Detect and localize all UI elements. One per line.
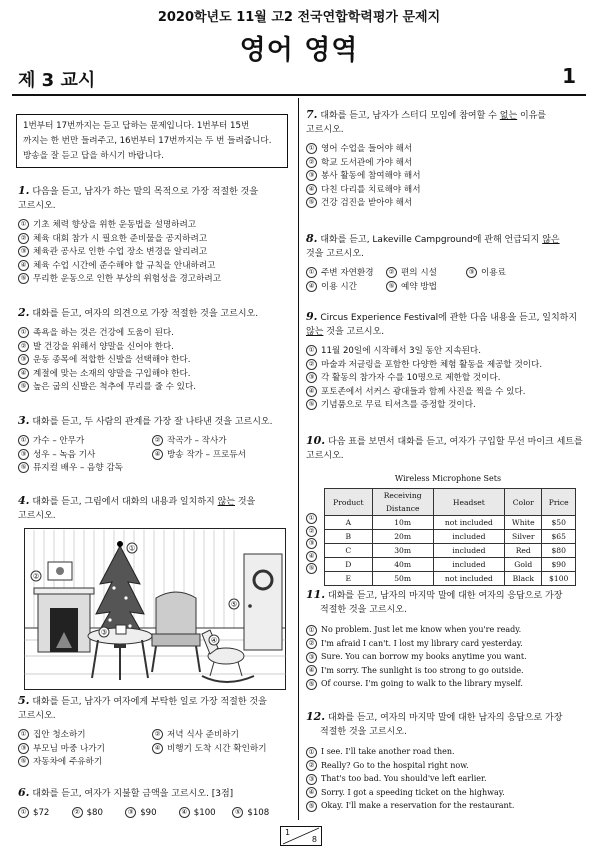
choice-marker: ② xyxy=(18,341,29,352)
current-page: 1 xyxy=(285,828,291,837)
question-stem: 대화를 듣고, 두 사람의 관계를 가장 잘 나타낸 것을 고르시오. xyxy=(32,417,273,427)
option-2[interactable]: ② 마술과 저글링을 포함한 다양한 체험 활동을 제공할 것이다. xyxy=(306,359,590,373)
option-5[interactable]: ⑤ Okay. I'll make a reservation for the restaurant. xyxy=(306,799,590,813)
table-row: E 50m not included Black $100 xyxy=(325,572,576,586)
choice-marker: ③ xyxy=(18,449,29,460)
option-3[interactable]: ③ 운동 종목에 적합한 신발을 선택해야 한다. xyxy=(18,354,286,368)
listening-notice xyxy=(16,114,288,168)
question-1 xyxy=(18,184,286,287)
negation-underline: 없는 xyxy=(499,111,518,121)
option-2[interactable]: ② 학교 도서관에 가야 해서 xyxy=(306,157,586,171)
option-1[interactable]: ① 족욕을 하는 것은 건강에 도움이 된다. xyxy=(18,327,286,341)
choice-marker: ② xyxy=(18,233,29,244)
question-stem: 대화를 듣고, 여자의 마지막 말에 대한 남자의 응답으로 가장 xyxy=(328,713,563,723)
question-number: 4. xyxy=(18,494,30,507)
choice-marker: ③ xyxy=(306,652,317,663)
option-5[interactable]: ⑤ 무리한 운동으로 인한 부상의 위험성을 경고하려고 xyxy=(18,273,286,287)
choice-marker: ① xyxy=(306,625,317,636)
option-4[interactable]: ④ Sorry. I got a speeding ticket on the highway. xyxy=(306,786,590,800)
choice-marker: ⑤ xyxy=(306,801,317,812)
total-pages: 8 xyxy=(311,835,317,844)
option-1[interactable]: ① 영어 수업을 들어야 해서 xyxy=(306,143,586,157)
question-stem: 대화를 듣고, 여자의 의견으로 가장 적절한 것을 고르시오. xyxy=(32,309,259,319)
choice-marker: ③ xyxy=(18,354,29,365)
choice-marker: ④ xyxy=(306,787,317,798)
option-2[interactable]: ② 체육 대회 참가 시 필요한 준비물을 공지하려고 xyxy=(18,233,286,247)
question-5 xyxy=(18,694,286,770)
question-stem: 다음 표를 보면서 대화를 듣고, 여자가 구입할 무선 마이크 세트를 xyxy=(328,437,583,447)
question-3 xyxy=(18,414,286,476)
option-3[interactable]: ③ That's too bad. You should've left earlier. xyxy=(306,772,590,786)
choice-marker: ④ xyxy=(18,368,29,379)
subject-title: 영어 영역 xyxy=(239,35,359,66)
living-room-illustration xyxy=(24,528,286,690)
option-5[interactable]: ⑤ 예약 방법 xyxy=(386,281,466,295)
column-header: Color xyxy=(505,489,542,516)
choice-marker: ③ xyxy=(125,807,136,818)
question-number: 3. xyxy=(18,414,30,427)
question-stem-cont: 것을 고르시오. xyxy=(306,249,364,259)
notice-line-1: 1번부터 17번까지는 듣고 답하는 문제입니다. 1번부터 15번 xyxy=(23,121,250,131)
question-2 xyxy=(18,306,286,395)
question-12 xyxy=(306,710,590,813)
choice-marker: ⑤ xyxy=(306,399,317,410)
exam-title: 2020학년도 11월 고2 전국연합학력평가 문제지 xyxy=(157,10,441,25)
column-divider xyxy=(298,98,299,820)
choice-marker: ③ xyxy=(306,170,317,181)
option-4[interactable]: ④ $100 xyxy=(179,807,233,821)
question-stem: 대화를 듣고, 남자가 여자에게 부탁한 일로 가장 적절한 것을 xyxy=(32,697,267,707)
question-stem-cont: 고르시오. xyxy=(306,125,344,135)
option-1[interactable]: ① 11월 20일에 시작해서 3일 동안 지속된다. xyxy=(306,345,590,359)
table-row: C 30m included Red $80 xyxy=(325,544,576,558)
option-5[interactable]: ⑤ $108 xyxy=(232,807,286,821)
choice-marker: ① xyxy=(306,747,317,758)
question-number: 12. xyxy=(306,710,326,723)
option-2[interactable]: ② 작곡가 – 작사가 xyxy=(152,435,286,449)
choice-marker: ④ xyxy=(306,665,317,676)
choice-marker: ⑤ xyxy=(386,281,397,292)
question-number: 7. xyxy=(306,108,318,121)
header-rule xyxy=(12,94,586,96)
table-row: B 20m included Silver $65 xyxy=(325,530,576,544)
choice-marker: ① xyxy=(18,327,29,338)
question-stem: 대화를 듣고, 여자가 지불할 금액을 고르시오. [3점] xyxy=(32,789,234,799)
table-row: D 40m included Gold $90 xyxy=(325,558,576,572)
table-title: Wireless Microphone Sets xyxy=(394,474,502,483)
question-stem-cont: 고르시오. xyxy=(18,511,56,521)
question-stem: 대화를 듣고, 그림에서 대화의 내용과 일치하지 xyxy=(32,497,215,507)
choice-marker: ⑤ xyxy=(18,756,29,767)
question-number: 8. xyxy=(306,232,318,245)
option-5[interactable]: ⑤ 자동차에 주유하기 xyxy=(18,756,286,770)
table-row-markers xyxy=(306,488,324,586)
option-4[interactable]: ④ 비행기 도착 시간 확인하기 xyxy=(152,743,286,757)
microphone-table xyxy=(324,488,576,586)
notice-line-3: 방송을 잘 듣고 답을 하시기 바랍니다. xyxy=(23,151,164,161)
option-3[interactable]: ③ $90 xyxy=(125,807,179,821)
choice-marker: ④ xyxy=(152,743,163,754)
choice-marker: ② xyxy=(152,435,163,446)
option-3[interactable]: ③ 성우 – 녹음 기사 xyxy=(18,449,152,463)
choice-marker: ④ xyxy=(306,184,317,195)
question-7: 7. 대화를 듣고, 남자가 스터디 모임에 참여할 수 없는 이유를 고르시오. ① 영어 수업을 들어야 해서 ② 학교 도서관에 가야 해서 ③ 봉사 활동에 참여해야 해서 ④ 다친 다리를 치료해야 해서 ⑤ 건강 검진을 받아야 해서 xyxy=(306,108,586,211)
question-number: 1. xyxy=(18,184,30,197)
option-1[interactable]: ① No problem. Just let me know when you're ready. xyxy=(306,623,590,637)
choice-marker: ② xyxy=(306,638,317,649)
choice-marker: ① xyxy=(306,267,317,278)
option-5[interactable]: ⑤ 기념품으로 무료 티셔츠를 증정할 것이다. xyxy=(306,399,590,413)
option-5[interactable]: ⑤ 높은 굽의 신발은 척추에 무리를 줄 수 있다. xyxy=(18,381,286,395)
option-1[interactable]: ① I see. I'll take another road then. xyxy=(306,745,590,759)
option-2[interactable]: ② I'm afraid I can't. I lost my library card yesterday. xyxy=(306,637,590,651)
row-marker-5[interactable]: ⑤ xyxy=(306,563,324,576)
question-stem: 대화를 듣고, 남자의 마지막 말에 대한 여자의 응답으로 가장 xyxy=(328,591,563,601)
choice-marker: ④ xyxy=(306,386,317,397)
choice-marker: ④ xyxy=(18,260,29,271)
choice-marker: ⑤ xyxy=(18,381,29,392)
choice-marker: ④ xyxy=(179,807,190,818)
option-1[interactable]: ① 주변 자연환경 xyxy=(306,267,386,281)
picture-marker-4: ④ xyxy=(210,636,218,645)
column-header: Receiving Distance xyxy=(372,489,433,516)
choice-marker: ① xyxy=(18,219,29,230)
picture-marker-3: ③ xyxy=(100,628,108,637)
option-3[interactable]: ③ 부모님 마중 나가기 xyxy=(18,743,152,757)
negation-underline: 않는 xyxy=(217,497,235,507)
question-number: 9. xyxy=(306,310,318,323)
question-6 xyxy=(18,786,286,821)
choice-marker: ⑤ xyxy=(232,807,243,818)
row-marker-1[interactable]: ① xyxy=(306,513,324,526)
choice-marker: ③ xyxy=(18,246,29,257)
fireplace xyxy=(34,588,94,652)
question-number: 10. xyxy=(306,434,326,447)
question-11 xyxy=(306,588,590,691)
option-1[interactable]: ① $72 xyxy=(18,807,72,821)
question-number: 5. xyxy=(18,694,30,707)
question-stem-cont: 적절한 것을 고르시오. xyxy=(320,605,407,615)
column-header: Headset xyxy=(433,489,504,516)
page-indicator xyxy=(280,826,322,846)
option-2[interactable]: ② Really? Go to the hospital right now. xyxy=(306,759,590,773)
question-stem: 대화를 듣고, Lakeville Campground에 관해 언급되지 xyxy=(320,235,540,245)
picture-marker-1: ① xyxy=(128,544,136,553)
option-5[interactable]: ⑤ 뮤지컬 배우 – 음향 감독 xyxy=(18,462,286,476)
column-header: Product xyxy=(325,489,373,516)
choice-marker: ④ xyxy=(306,281,317,292)
question-10 xyxy=(306,434,590,463)
question-stem: 다음을 듣고, 남자가 하는 말의 목적으로 가장 적절한 것을 xyxy=(32,187,259,197)
page-number: 1 xyxy=(562,64,576,88)
choice-marker: ③ xyxy=(306,372,317,383)
question-9: 9. Circus Experience Festival에 관한 다음 내용을 듣고, 일치하지 않는 것을 고르시오. ① 11월 20일에 시작해서 3일 동안 지속된다. ② 마술과 저글링을 포함한 다양한 체험 활동을 제공할 것이다. ③ 각 활동의 참가자 수를 10명으로 제한할 것이다. ④ 포토존에서 서커스 광대들과 함께 사진을 찍을 수 있다. ⑤ 기념품으로 무료 티셔츠를 증정할 것이다. xyxy=(306,310,590,413)
question-stem: 대화를 듣고, 남자가 스터디 모임에 참여할 수 xyxy=(320,111,497,121)
negation-underline: 않는 xyxy=(306,327,324,337)
option-4[interactable]: ④ 체육 수업 시간에 준수해야 할 규칙을 안내하려고 xyxy=(18,260,286,274)
option-1[interactable]: ① 집안 청소하기 xyxy=(18,729,152,743)
question-stem-cont: 고르시오. xyxy=(306,451,344,461)
choice-marker: ① xyxy=(18,807,29,818)
choice-marker: ② xyxy=(386,267,397,278)
question-number: 2. xyxy=(18,306,30,319)
option-2[interactable]: ② 발 건강을 위해서 양말을 신어야 한다. xyxy=(18,341,286,355)
question-number: 11. xyxy=(306,588,326,601)
option-2[interactable]: ② $80 xyxy=(72,807,126,821)
option-4[interactable]: ④ I'm sorry. The sunlight is too strong to go outside. xyxy=(306,664,590,678)
choice-marker: ⑤ xyxy=(306,197,317,208)
question-stem-cont: 고르시오. xyxy=(18,201,56,211)
option-1[interactable]: ① 가수 – 안무가 xyxy=(18,435,152,449)
question-stem: Circus Experience Festival에 관한 다음 내용을 듣고, 일치하지 xyxy=(320,313,578,323)
exam-period: 제 3 교시 xyxy=(18,70,96,91)
row-marker-3[interactable]: ③ xyxy=(306,538,324,551)
option-5[interactable]: ⑤ Of course. I'm going to walk to the library myself. xyxy=(306,677,590,691)
choice-marker: ① xyxy=(306,345,317,356)
question-stem-cont: 고르시오. xyxy=(18,711,56,721)
choice-marker: ② xyxy=(306,157,317,168)
question-4: 4. 대화를 듣고, 그림에서 대화의 내용과 일치하지 않는 것을 고르시오. xyxy=(18,494,286,523)
choice-marker: ① xyxy=(18,435,29,446)
picture-marker-2: ② xyxy=(32,572,40,581)
table-header-row xyxy=(325,489,576,516)
column-header: Price xyxy=(542,489,576,516)
question-number: 6. xyxy=(18,786,30,799)
table-row: A 10m not included White $50 xyxy=(325,516,576,530)
door xyxy=(244,554,282,650)
picture-marker-5: ⑤ xyxy=(230,600,238,609)
option-2[interactable]: ② 편의 시설 xyxy=(386,267,466,281)
choice-marker: ③ xyxy=(466,267,477,278)
option-5[interactable]: ⑤ 건강 검진을 받아야 해서 xyxy=(306,197,586,211)
choice-marker: ④ xyxy=(152,449,163,460)
option-3[interactable]: ③ 체육관 공사로 인한 수업 장소 변경을 알리려고 xyxy=(18,246,286,260)
row-marker-2[interactable]: ② xyxy=(306,526,324,539)
question-8 xyxy=(306,232,586,294)
choice-marker: ② xyxy=(152,729,163,740)
option-3[interactable]: ③ 각 활동의 참가자 수를 10명으로 제한할 것이다. xyxy=(306,372,590,386)
option-3[interactable]: ③ 이용료 xyxy=(466,267,546,281)
notice-line-2: 까지는 한 번만 들려주고, 16번부터 17번까지는 두 번 들려줍니다. xyxy=(23,136,272,146)
option-4[interactable]: ④ 계절에 맞는 소재의 양말을 구입해야 한다. xyxy=(18,368,286,382)
option-2[interactable]: ② 저녁 식사 준비하기 xyxy=(152,729,286,743)
option-4[interactable]: ④ 다친 다리를 치료해야 해서 xyxy=(306,184,586,198)
question-stem-cont: 적절한 것을 고르시오. xyxy=(320,727,407,737)
option-4[interactable]: ④ 방송 작가 – 프로듀서 xyxy=(152,449,286,463)
choice-marker: ③ xyxy=(18,743,29,754)
choice-marker: ③ xyxy=(306,774,317,785)
microphone-table-wrap xyxy=(306,488,590,586)
option-3[interactable]: ③ 봉사 활동에 참여해야 해서 xyxy=(306,170,586,184)
choice-marker: ② xyxy=(306,760,317,771)
row-marker-4[interactable]: ④ xyxy=(306,551,324,564)
choice-marker: ① xyxy=(306,143,317,154)
choice-marker: ⑤ xyxy=(18,462,29,473)
negation-underline: 않은 xyxy=(542,235,560,245)
wall-picture xyxy=(48,562,72,580)
choice-marker: ⑤ xyxy=(18,273,29,284)
choice-marker: ⑤ xyxy=(306,679,317,690)
choice-marker: ① xyxy=(18,729,29,740)
option-3[interactable]: ③ Sure. You can borrow my books anytime you want. xyxy=(306,650,590,664)
option-4[interactable]: ④ 이용 시간 xyxy=(306,281,386,295)
choice-marker: ② xyxy=(72,807,83,818)
option-4[interactable]: ④ 포토존에서 서커스 광대들과 함께 사진을 찍을 수 있다. xyxy=(306,386,590,400)
option-1[interactable]: ① 기초 체력 향상을 위한 운동법을 설명하려고 xyxy=(18,219,286,233)
choice-marker: ② xyxy=(306,359,317,370)
